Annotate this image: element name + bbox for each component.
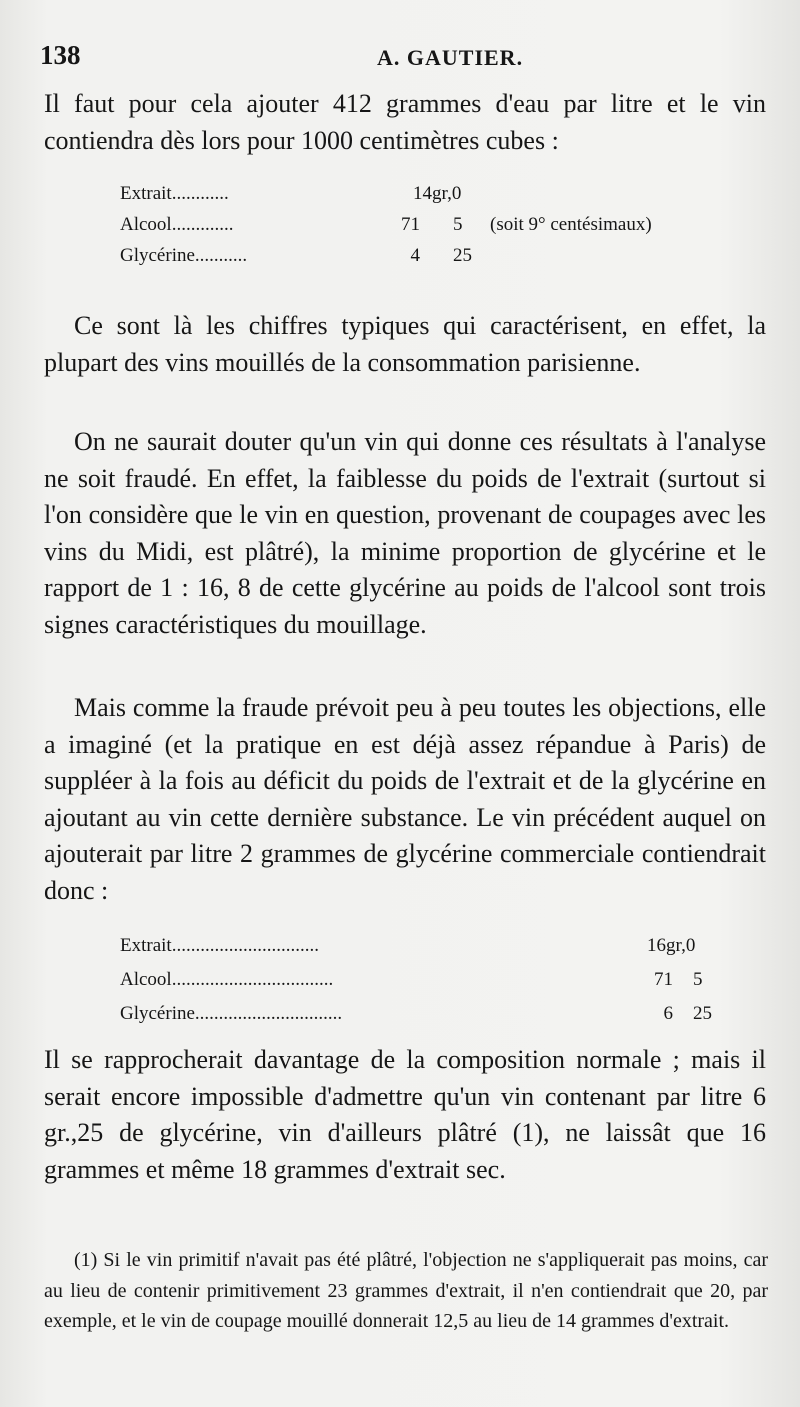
row-label: Alcool..................................	[120, 969, 334, 990]
row-label: Glycérine...........	[120, 245, 248, 266]
row-value: 14gr,0	[413, 183, 462, 204]
row-label: Extrait............	[120, 183, 229, 204]
row-value: 71	[654, 969, 673, 990]
row-decimal: 5	[453, 214, 463, 235]
row-value: 6	[663, 1003, 673, 1024]
row-decimal: 25	[453, 245, 472, 266]
paragraph-5: Il se rapprocherait davantage de la composition normale ; mais il serait encore impossible d'admettre qu'un vin contenant par litre 6 gr.,25 de glycérine, vin d'ailleurs plâtré (1), ne laissât que 16 grammes et même 18 grammes d'extrait sec.	[44, 1045, 766, 1184]
paragraph-1: Il faut pour cela ajouter 412 grammes d'eau par litre et le vin contiendra dès lors pour 1000 centimètres cubes :	[44, 89, 766, 155]
row-note: (soit 9° centésimaux)	[490, 214, 652, 235]
paragraph-3: On ne saurait douter qu'un vin qui donne ces résultats à l'analyse ne soit fraudé. En effet, la faiblesse du poids de l'extrait (surtout si l'on considère que le vin en question, provenant de coupages avec les vins du Midi, est plâtré), la minime proportion de glycérine et le rapport de 1 : 16, 8 de cette glycérine au poids de l'alcool sont trois signes caractéristiques du mouillage.	[44, 427, 766, 639]
running-head: A. GAUTIER.	[377, 45, 524, 70]
paragraph-2: Ce sont là les chiffres typiques qui caractérisent, en effet, la plupart des vins mouillés de la consommation parisienne.	[44, 311, 766, 377]
row-decimal: 25	[693, 1003, 712, 1024]
paragraph-4: Mais comme la fraude prévoit peu à peu toutes les objections, elle a imaginé (et la pratique en est déjà assez répandue à Paris) de suppléer à la fois au déficit du poids de l'extrait et de la glycérine en ajoutant au vin cette dernière substance. Le vin précédent auquel on ajouterait par litre 2 grammes de glycérine commerciale contiendrait donc :	[44, 693, 766, 905]
row-label: Glycérine...............................	[120, 1003, 343, 1024]
row-value: 71	[401, 214, 420, 235]
footnote: (1) Si le vin primitif n'avait pas été plâtré, l'objection ne s'appliquerait pas moins, car au lieu de contenir primitivement 23 grammes d'extrait, il n'en contiendrait que 20, par exemple, et le vin de coupage mouillé donnerait 12,5 au lieu de 14 grammes d'extrait.	[44, 1249, 768, 1332]
row-label: Alcool.............	[120, 214, 234, 235]
row-value: 16gr,0	[647, 935, 696, 956]
row-label: Extrait...............................	[120, 935, 319, 956]
row-decimal: 5	[693, 969, 703, 990]
page-header	[40, 40, 760, 74]
row-value: 4	[410, 245, 420, 266]
page-number: 138	[40, 40, 81, 70]
